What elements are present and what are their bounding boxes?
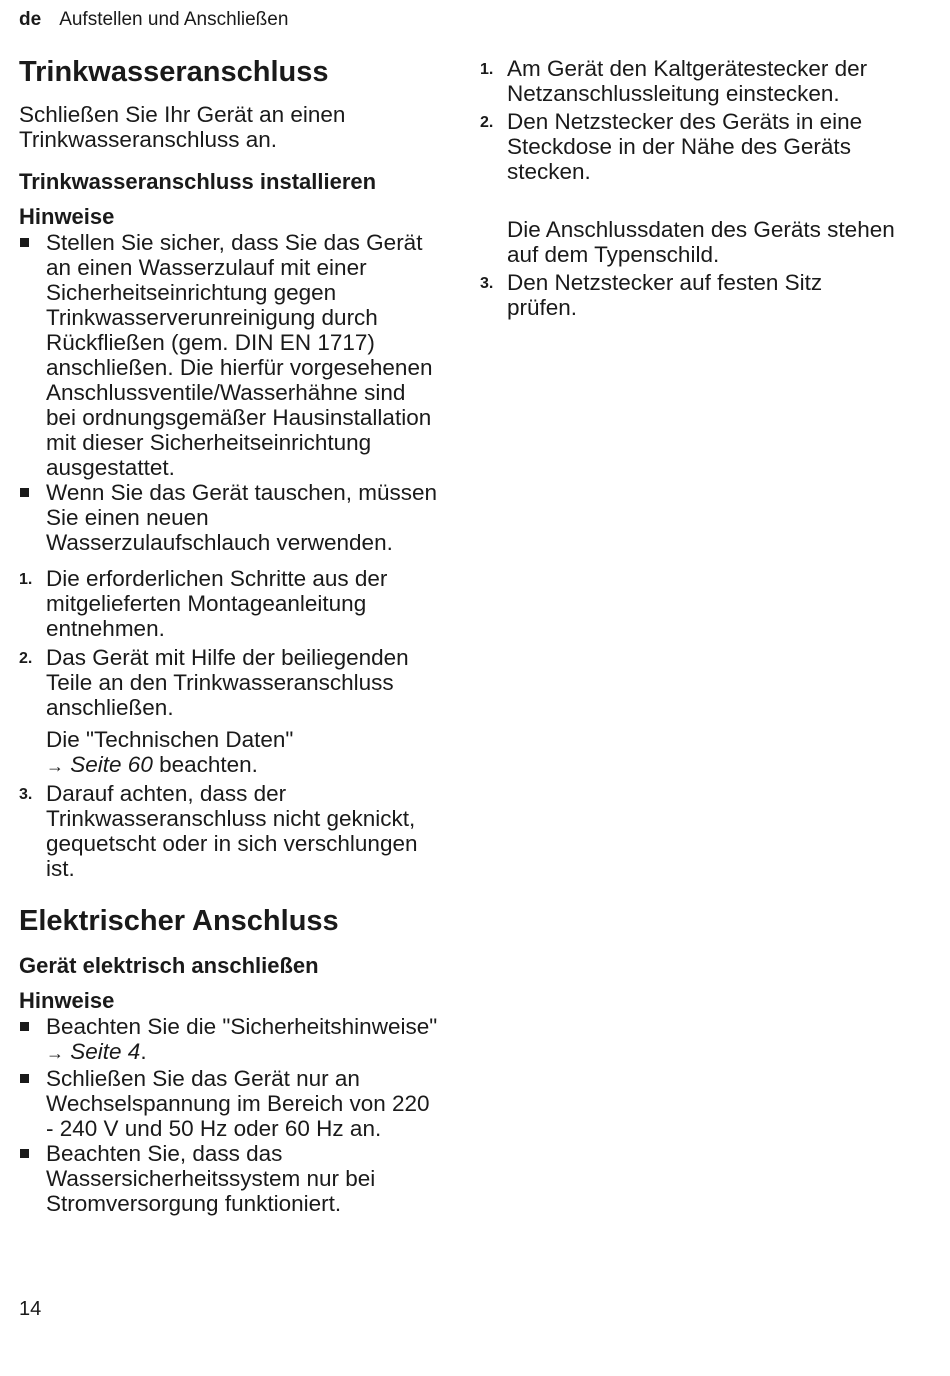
steps-list [480,270,890,320]
step-note: Die Anschlussdaten des Geräts stehen auf dem Typenschild. [507,217,895,267]
language-tag: de [19,9,42,30]
note-item: Beachten Sie, dass das Wassersicherheitssystem nur bei Stromversorgung funktioniert. [19,1141,439,1216]
intro-paragraph: Schließen Sie Ihr Gerät an einen Trinkwasseranschluss an. [19,102,346,152]
arrow-right-icon: → [46,756,64,776]
steps-list [480,56,890,184]
subheading-install: Trinkwasseranschluss installieren [19,169,377,194]
section-title: Aufstellen und Anschließen [59,9,289,30]
step-number: 3. [480,275,494,292]
step-text: Die erforderlichen Schritte aus der mitgelieferten Montageanleitung entnehmen. [46,566,388,641]
step-text: Den Netzstecker auf festen Sitz prüfen. [507,270,823,320]
note-text: beachten. [152,752,258,777]
note-item: Schließen Sie das Gerät nur an Wechselspannung im Bereich von 220 - 240 V und 50 Hz oder 60 Hz an. [19,1066,439,1141]
step-number: 2. [19,650,33,667]
note-item: Wenn Sie das Gerät tauschen, müssen Sie einen neuen Wasserzulaufschlauch verwenden. [19,480,439,555]
step-item [19,645,439,720]
step-number: 1. [480,61,494,78]
step-number: 2. [480,114,494,131]
note-text: . [140,1039,147,1064]
notes-list [19,230,439,555]
step-text: Am Gerät den Kaltgerätestecker der Netzanschlussleitung einstecken. [507,56,868,106]
note-text: Beachten Sie die "Sicherheitshinweise" [46,1014,438,1039]
page-header [19,8,288,32]
step-item [19,781,439,881]
step-note [19,727,446,779]
step-item [19,566,439,641]
note-item: Stellen Sie sicher, dass Sie das Gerät an einen Wasserzulauf mit einer Sicherheitseinrichtung gegen Trinkwasserverunreinigung durch Rückfließen (gem. DIN EN 1717) anschließen. Die hierfür vorgesehenen Anschlussventile/Wasserhähne sind bei ordnungsgemäßer Hausinstallation mit dieser Sicherheitseinrichtung ausgestattet. [19,230,439,480]
step-text: Das Gerät mit Hilfe der beiliegenden Teile an den Trinkwasseranschluss anschließen. [46,645,409,720]
note-item [19,1014,439,1066]
step-text: Den Netzstecker des Geräts in eine Steckdose in der Nähe des Geräts stecken. [507,109,863,184]
notes-title: Hinweise [19,988,115,1013]
notes-title: Hinweise [19,204,115,229]
page-reference-link[interactable]: Seite 60 [70,752,153,777]
page-number: 14 [19,1298,42,1320]
notes-list [19,1014,439,1216]
step-item [480,109,890,184]
step-number: 1. [19,571,33,588]
step-item [480,56,890,106]
step-item [480,270,890,320]
steps-list [19,781,439,881]
note-text: Die "Technischen Daten" [46,727,294,752]
subheading-electric: Gerät elektrisch anschließen [19,953,319,978]
heading-elektrischer-anschluss: Elektrischer Anschluss [19,905,339,937]
steps-list [19,566,439,720]
step-number: 3. [19,786,33,803]
arrow-right-icon: → [46,1043,64,1063]
page-reference-link[interactable]: Seite 4 [70,1039,141,1064]
step-text: Darauf achten, dass der Trinkwasseranschluss nicht geknickt, gequetscht oder in sich verschlungen ist. [46,781,418,881]
heading-trinkwasseranschluss: Trinkwasseranschluss [19,56,329,88]
